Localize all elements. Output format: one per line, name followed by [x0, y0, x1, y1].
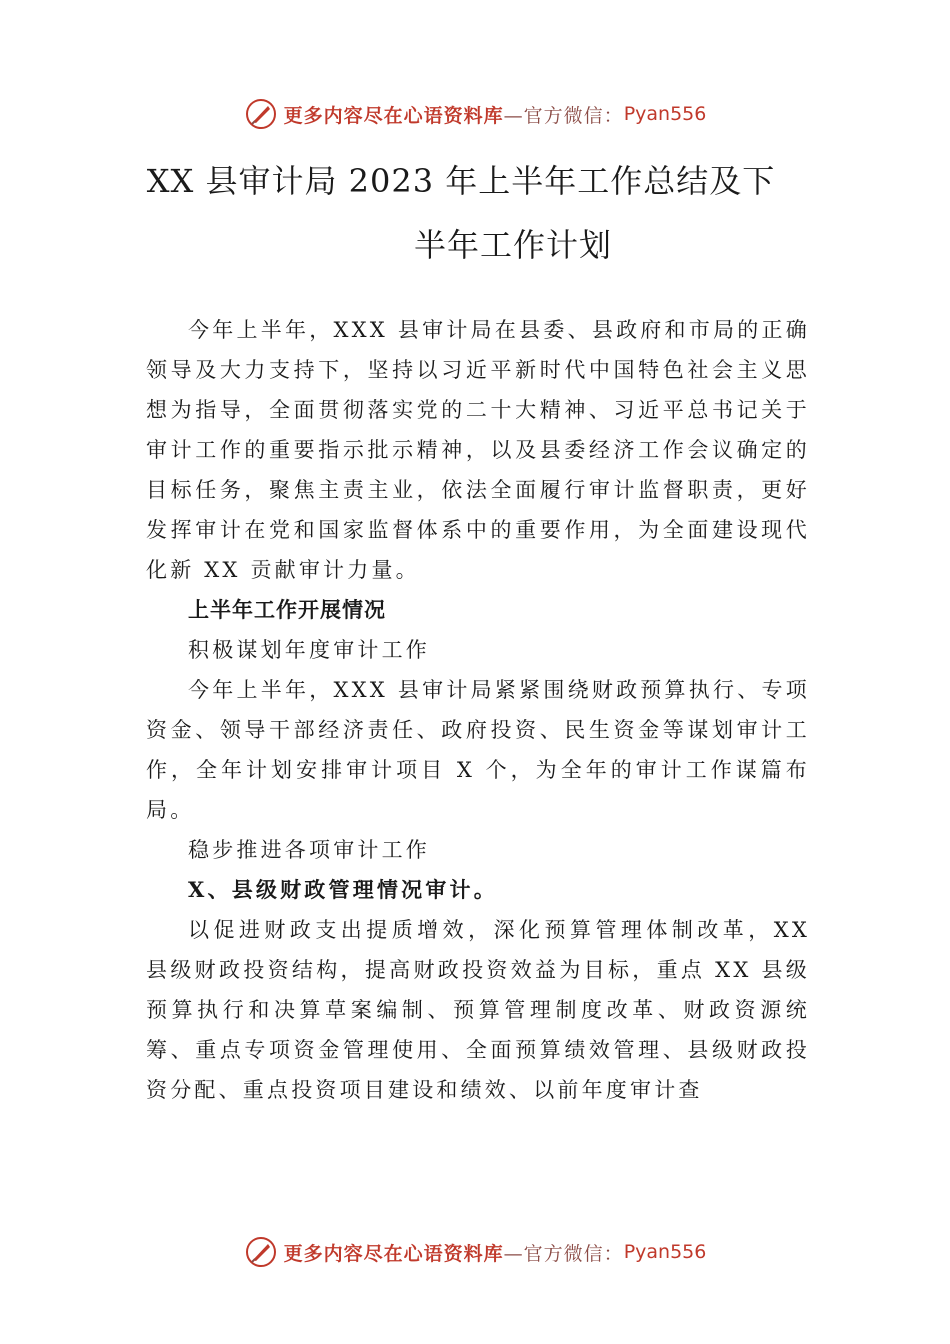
document-title-line1: XX 县审计局 2023 年上半年工作总结及下: [146, 162, 776, 200]
banner-wechat-id: Pyan556: [623, 1241, 707, 1263]
banner-gray-text: —官方微信：: [503, 104, 624, 127]
item-heading-finance-audit: X、县级财政管理情况审计。: [188, 877, 498, 902]
banner-gray-text: —官方微信：: [503, 1242, 624, 1265]
finance-audit-paragraph: 以促进财政支出提质增效，深化预算管理体制改革，XX 县级财政投资结构，提高财政投资效益为目标，重点 XX 县级预算执行和决算草案编制、预算管理制度改革、财政资源统筹、重点专项资金管理使用、全面预算绩效管理、县级财政投资分配、重点投资项目建设和绩效、以前年度审计查: [146, 918, 810, 1102]
banner-red-text: 更多内容尽在心语资料库: [283, 104, 504, 127]
intro-paragraph: 今年上半年，XXX 县审计局在县委、县政府和市局的正确领导及大力支持下，坚持以习近平新时代中国特色社会主义思想为指导，全面贯彻落实党的二十大精神、习近平总书记关于审计工作的重要指示批示精神，以及县委经济工作会议确定的目标任务，聚焦主责主业，依法全面履行审计监督职责，更好发挥审计在党和国家监督体系中的重要作用，为全面建设现代化新 XX 贡献审计力量。: [146, 318, 810, 582]
watermark-banner-bottom: [0, 1232, 950, 1272]
document-body: [146, 310, 810, 1110]
subheading-advancing: 稳步推进各项审计工作: [188, 838, 430, 862]
document-title-line2: 半年工作计划: [413, 226, 612, 264]
watermark-banner-top: [0, 94, 950, 134]
section-heading: 上半年工作开展情况: [188, 598, 386, 622]
planning-paragraph: 今年上半年，XXX 县审计局紧紧围绕财政预算执行、专项资金、领导干部经济责任、政府投资、民生资金等谋划审计工作，全年计划安排审计项目 X 个，为全年的审计工作谋篇布局。: [146, 678, 810, 822]
subheading-planning: 积极谋划年度审计工作: [188, 638, 430, 662]
banner-red-text: 更多内容尽在心语资料库: [283, 1242, 504, 1265]
quill-logo-icon: [244, 1235, 278, 1269]
banner-wechat-id: Pyan556: [623, 103, 707, 125]
quill-logo-icon: [244, 97, 278, 131]
